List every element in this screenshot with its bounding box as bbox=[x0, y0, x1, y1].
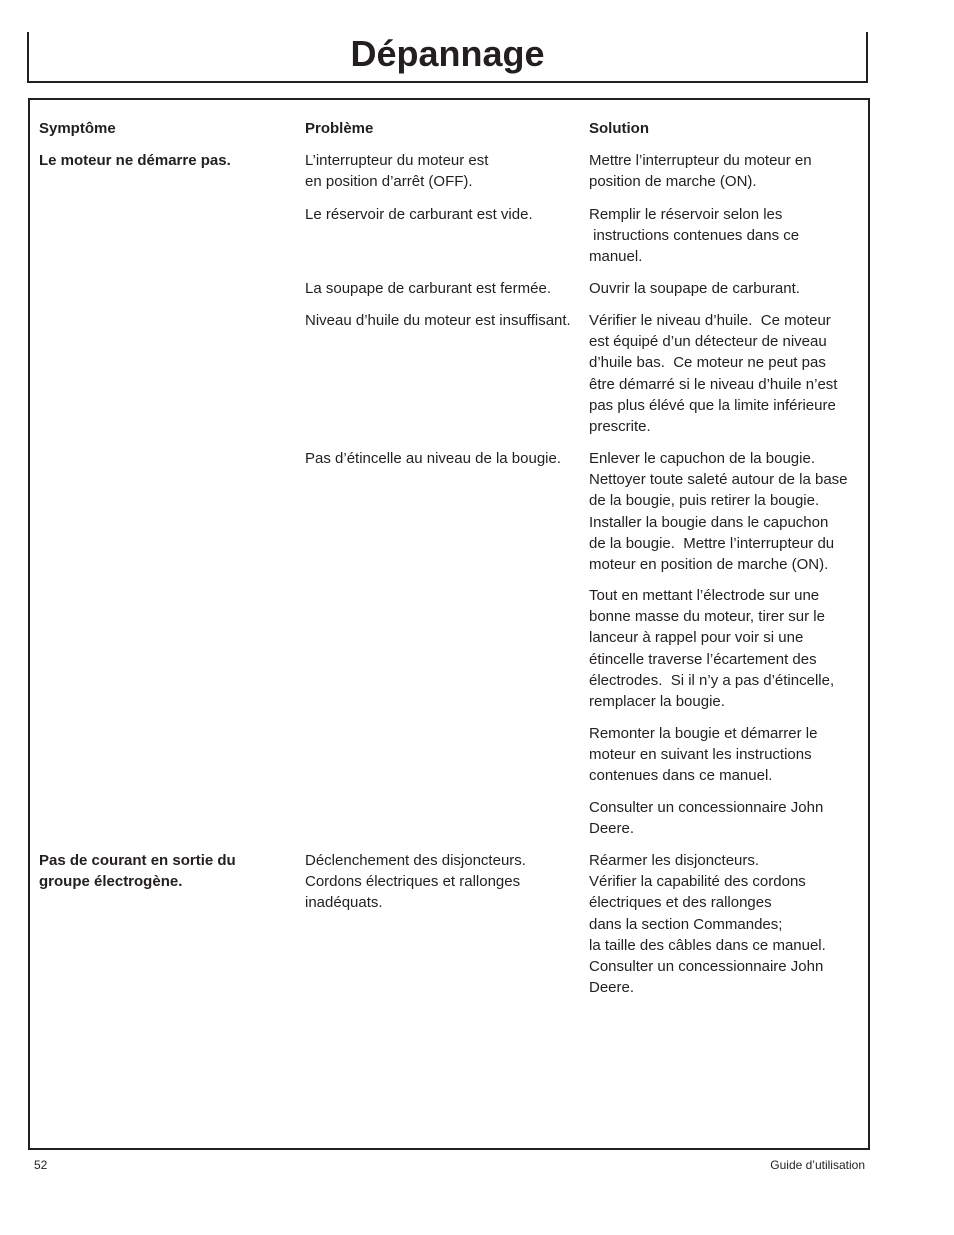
solution-open-valve bbox=[589, 278, 800, 299]
problem-tank-empty bbox=[305, 204, 533, 225]
text-line: Consulter un concessionnaire John bbox=[589, 799, 824, 816]
text-line: Deere. bbox=[589, 979, 635, 997]
text-line: moteur en suivant les instructions bbox=[589, 746, 812, 764]
text-line: d’huile bas. Ce moteur ne peut pas bbox=[589, 354, 826, 372]
text-line: Le réservoir de carburant est vide. bbox=[305, 206, 533, 223]
text-line: électrodes. Si il n’y a pas d’étincelle, bbox=[589, 671, 835, 689]
header-problem: Problème bbox=[305, 120, 374, 137]
text-line: Tout en mettant l’électrode sur une bbox=[589, 587, 820, 604]
text-line: Deere. bbox=[589, 820, 635, 838]
text-line: groupe électrogène. bbox=[39, 873, 183, 891]
problem-breakers-cords bbox=[305, 850, 526, 914]
header-solution: Solution bbox=[589, 120, 649, 137]
text-line: en position d’arrêt (OFF). bbox=[305, 173, 473, 191]
text-line: être démarré si le niveau d’huile n’est bbox=[589, 375, 838, 393]
title-box bbox=[27, 32, 868, 83]
text-line: dans la section Commandes; bbox=[589, 915, 783, 933]
problem-valve-closed bbox=[305, 278, 551, 299]
text-line: L’interrupteur du moteur est bbox=[305, 152, 489, 169]
text-line: remplacer la bougie. bbox=[589, 693, 725, 711]
text-line: Enlever le capuchon de la bougie. bbox=[589, 450, 815, 467]
solution-fill-tank bbox=[589, 204, 799, 268]
text-line: Niveau d’huile du moteur est insuffisant. bbox=[305, 312, 571, 329]
text-line: instructions contenues dans ce bbox=[589, 227, 800, 245]
page-number: 52 bbox=[34, 1158, 48, 1172]
text-line: Cordons électriques et rallonges bbox=[305, 873, 521, 891]
text-line: de la bougie, puis retirer la bougie. bbox=[589, 492, 820, 510]
footer-guide-label: Guide d’utilisation bbox=[770, 1158, 865, 1172]
text-line: de la bougie. Mettre l’interrupteur du bbox=[589, 534, 835, 552]
text-line: Mettre l’interrupteur du moteur en bbox=[589, 152, 812, 169]
text-line: manuel. bbox=[589, 248, 643, 266]
text-line: électriques et des rallonges bbox=[589, 894, 772, 912]
solution-reset-breakers bbox=[589, 850, 826, 998]
problem-no-spark bbox=[305, 448, 561, 469]
solution-switch-on bbox=[589, 150, 812, 192]
text-line: position de marche (ON). bbox=[589, 173, 757, 191]
solution-remove-plug bbox=[589, 448, 848, 575]
text-line: Remonter la bougie et démarrer le bbox=[589, 725, 818, 742]
text-line: est équipé d’un détecteur de niveau bbox=[589, 333, 827, 351]
text-line: Déclenchement des disjoncteurs. bbox=[305, 852, 526, 869]
text-line: Nettoyer toute saleté autour de la base bbox=[589, 471, 848, 489]
problem-low-oil bbox=[305, 310, 571, 331]
text-line: pas plus élévé que la limite inférieure bbox=[589, 396, 836, 414]
text-line: la taille des câbles dans ce manuel. bbox=[589, 936, 826, 954]
text-line: Consulter un concessionnaire John bbox=[589, 958, 824, 976]
page-title: Dépannage bbox=[350, 33, 545, 74]
text-line: Installer la bougie dans le capuchon bbox=[589, 513, 829, 531]
text-line: contenues dans ce manuel. bbox=[589, 767, 773, 785]
text-line: Ouvrir la soupape de carburant. bbox=[589, 280, 800, 297]
text-line: Pas d’étincelle au niveau de la bougie. bbox=[305, 450, 562, 467]
solution-test-spark bbox=[589, 585, 834, 712]
text-line: Vérifier la capabilité des cordons bbox=[589, 873, 806, 891]
text-line: inadéquats. bbox=[305, 894, 383, 912]
text-line: prescrite. bbox=[589, 418, 651, 436]
text-line: Remplir le réservoir selon les bbox=[589, 206, 783, 223]
symptom-engine-not-starting bbox=[39, 150, 231, 171]
solution-consult-dealer bbox=[589, 797, 823, 839]
text-line: Pas de courant en sortie du bbox=[39, 852, 236, 869]
header-symptom: Symptôme bbox=[39, 120, 116, 137]
text-line: La soupape de carburant est fermée. bbox=[305, 280, 551, 297]
problem-switch-off bbox=[305, 150, 488, 192]
text-line: moteur en position de marche (ON). bbox=[589, 556, 829, 574]
text-line: étincelle traverse l’écartement des bbox=[589, 650, 817, 668]
text-line: lanceur à rappel pour voir si une bbox=[589, 629, 804, 647]
text-line: Le moteur ne démarre pas. bbox=[39, 152, 231, 169]
text-line: Réarmer les disjoncteurs. bbox=[589, 852, 760, 869]
text-line: bonne masse du moteur, tirer sur le bbox=[589, 608, 825, 626]
symptom-no-power-output bbox=[39, 850, 236, 892]
solution-reinstall-plug bbox=[589, 723, 817, 787]
text-line: Vérifier le niveau d’huile. Ce moteur bbox=[589, 312, 831, 329]
solution-check-oil bbox=[589, 310, 837, 437]
